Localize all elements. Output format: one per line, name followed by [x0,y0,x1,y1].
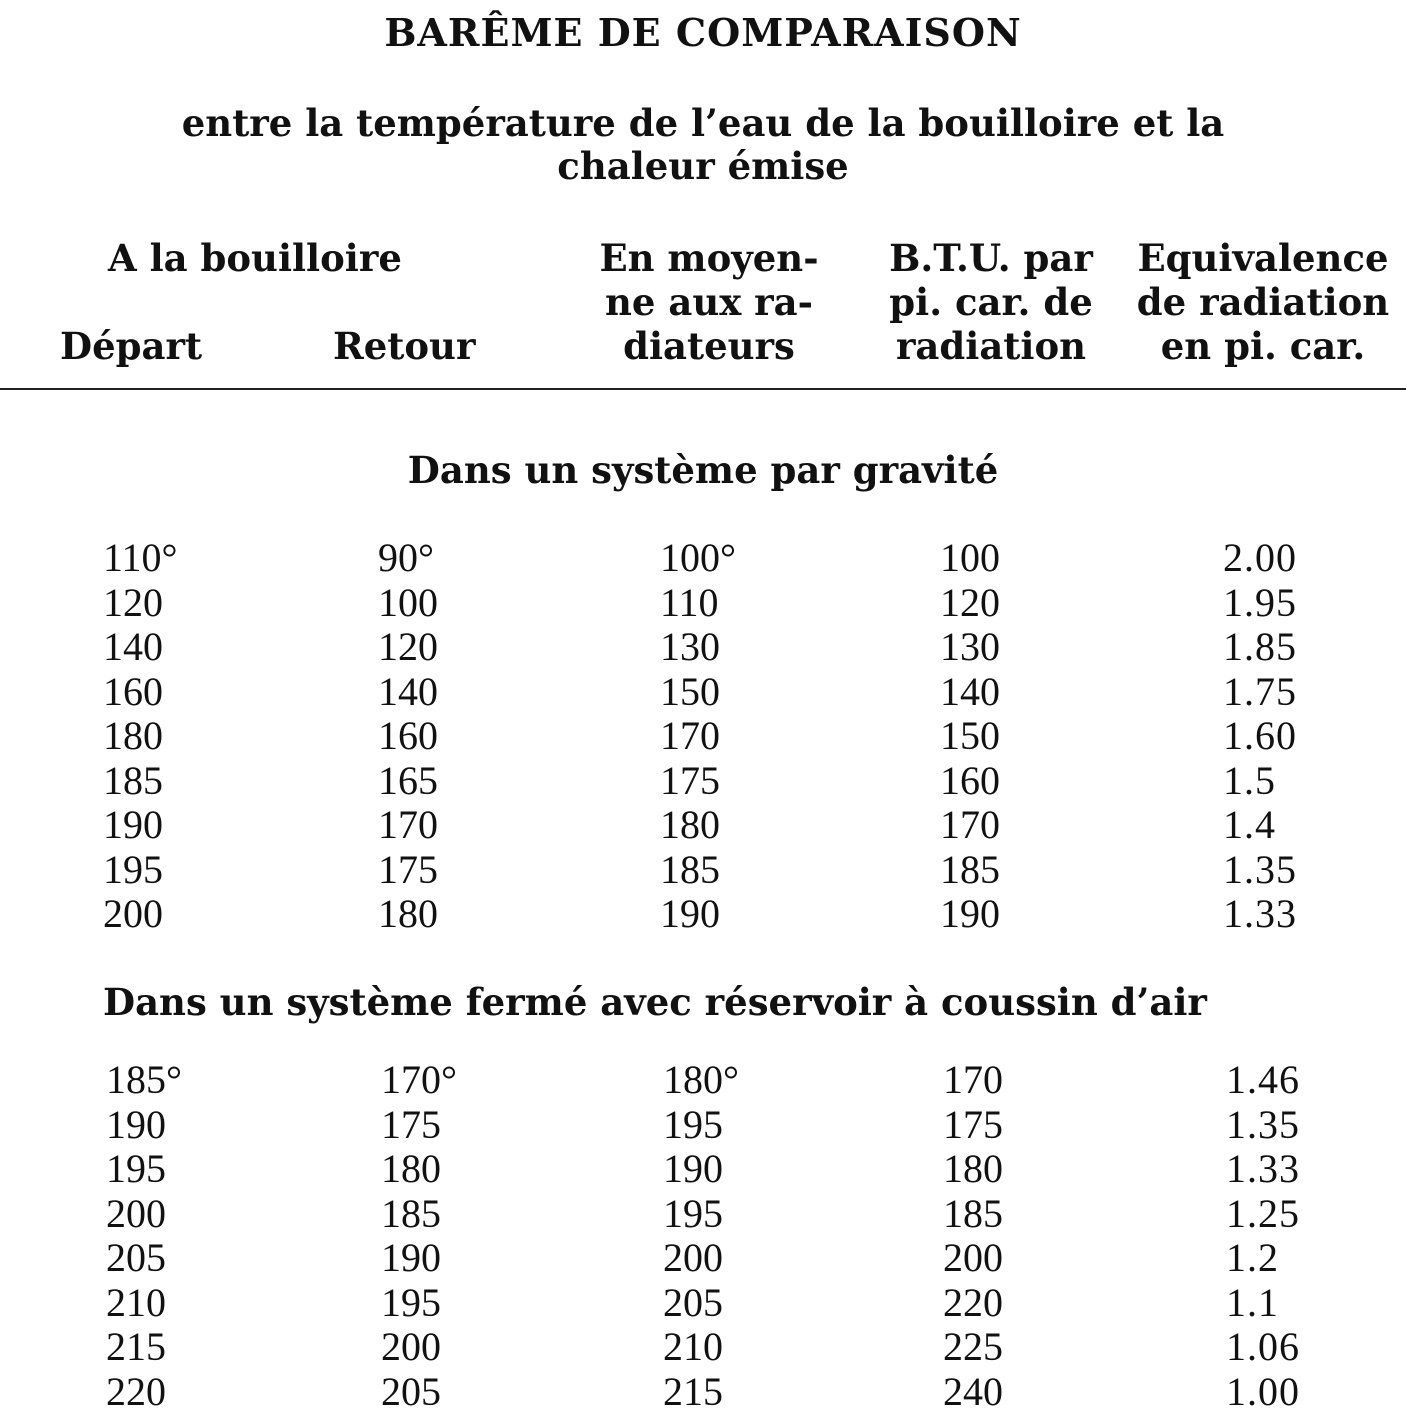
table-cell: 1.85 [1223,624,1297,669]
table-cell: 185 [943,1190,1003,1236]
table-row [103,625,1353,670]
header-btu [860,236,1122,368]
table-cell: 160 [103,668,163,714]
table-cell: 205 [381,1368,441,1414]
table-cell: 1.46 [1226,1057,1300,1102]
table-cell: 120 [103,579,163,625]
table-cell: 180 [943,1146,1003,1191]
table-cell: 215 [106,1324,166,1369]
table-cell: 90° [378,535,434,580]
table-cell: 225 [943,1324,1003,1369]
table-cell: 1.95 [1223,579,1297,625]
table-cell: 190 [663,1146,723,1191]
table-cell: 150 [940,713,1000,758]
table-cell: 195 [103,846,163,892]
page-title: BARÊME DE COMPARAISON [384,10,1022,55]
table-cell: 190 [381,1235,441,1280]
subtitle-line-1: entre la température de l’eau de la bouilloire et la [181,101,1225,145]
table-cell: 190 [106,1101,166,1147]
table-cell: 150 [660,668,720,714]
header-moyenne [578,236,840,368]
table-cell: 1.2 [1226,1235,1279,1280]
table-row [103,892,1353,937]
table-cell: 1.00 [1226,1368,1300,1414]
table-cell: 195 [106,1146,166,1191]
table-cell: 140 [378,668,438,714]
page-subtitle [0,102,1406,188]
table-cell: 1.5 [1223,757,1276,803]
table-cell: 240 [943,1368,1003,1414]
table-row [103,759,1353,804]
table-cell: 220 [943,1279,1003,1325]
table-row [103,714,1353,759]
table-cell: 2.00 [1223,535,1297,580]
table-row [106,1192,1356,1237]
table-cell: 185 [660,846,720,892]
table-row [106,1058,1356,1103]
table-row [103,848,1353,893]
header-divider [0,388,1406,390]
table-cell: 180 [660,802,720,847]
table-cell: 130 [660,624,720,669]
table-cell: 185 [103,757,163,803]
table-cell: 220 [106,1368,166,1414]
table-cell: 1.25 [1226,1190,1300,1236]
table-cell: 205 [663,1279,723,1325]
header-equivalence-line-2: de radiation [1136,280,1390,324]
table-cell: 170 [940,802,1000,847]
table-cell: 180° [663,1057,739,1102]
header-depart: Départ [60,324,203,368]
table-cell: 1.33 [1226,1146,1300,1191]
table-cell: 170 [378,802,438,847]
header-boiler-group: A la bouilloire [108,236,402,280]
table-cell: 175 [660,757,720,803]
table-cell: 175 [378,846,438,892]
table-cell: 1.75 [1223,668,1297,714]
table-cell: 120 [378,624,438,669]
table-cell: 1.35 [1223,846,1297,892]
header-equivalence-line-3: en pi. car. [1160,324,1366,368]
table-cell: 190 [103,802,163,847]
table-cell: 100 [940,535,1000,580]
table-cell: 200 [943,1235,1003,1280]
table-cell: 100° [660,535,736,580]
table-cell: 195 [663,1101,723,1147]
table-cell: 1.35 [1226,1101,1300,1147]
table-cell: 180 [378,891,438,936]
table-cell: 110 [660,579,719,625]
table-cell: 195 [381,1279,441,1325]
table-cell: 175 [381,1101,441,1147]
table-cell: 200 [106,1190,166,1236]
table-cell: 190 [940,891,1000,936]
table-cell: 210 [663,1324,723,1369]
header-moyenne-line-2: ne aux ra- [605,280,813,324]
table-cell: 200 [103,891,163,936]
table-row [106,1325,1356,1370]
table-cell: 130 [940,624,1000,669]
table-row [106,1103,1356,1148]
table-cell: 185° [106,1057,182,1102]
table-cell: 210 [106,1279,166,1325]
table-cell: 185 [381,1190,441,1236]
table-cell: 1.33 [1223,891,1297,936]
table-cell: 1.60 [1223,713,1297,758]
table-cell: 160 [940,757,1000,803]
table-cell: 195 [663,1190,723,1236]
gravity-table [103,536,1353,937]
table-cell: 120 [940,579,1000,625]
table-row [106,1281,1356,1326]
closed-system-table [106,1058,1356,1414]
table-cell: 180 [103,713,163,758]
table-cell: 170 [660,713,720,758]
table-cell: 165 [378,757,438,803]
table-cell: 1.06 [1226,1324,1300,1369]
table-cell: 205 [106,1235,166,1280]
table-cell: 185 [940,846,1000,892]
table-cell: 100 [378,579,438,625]
table-cell: 215 [663,1368,723,1414]
table-row [106,1236,1356,1281]
table-row [106,1370,1356,1415]
table-row [103,581,1353,626]
table-cell: 1.1 [1226,1279,1279,1325]
table-cell: 200 [381,1324,441,1369]
table-cell: 190 [660,891,720,936]
header-moyenne-line-3: diateurs [623,324,795,368]
table-cell: 200 [663,1235,723,1280]
header-equivalence [1120,236,1406,368]
section-title-closed-system: Dans un système fermé avec réservoir à coussin d’air [103,980,1207,1024]
table-cell: 140 [940,668,1000,714]
header-equivalence-line-1: Equivalence [1137,236,1389,280]
header-retour: Retour [333,324,476,368]
table-cell: 170° [381,1057,457,1102]
table-cell: 160 [378,713,438,758]
table-cell: 170 [943,1057,1003,1102]
header-btu-line-1: B.T.U. par [889,236,1093,280]
table-cell: 140 [103,624,163,669]
table-cell: 1.4 [1223,802,1276,847]
table-row [103,670,1353,715]
section-title-gravity: Dans un système par gravité [407,448,999,492]
table-cell: 110° [103,535,178,580]
header-moyenne-line-1: En moyen- [599,236,819,280]
table-cell: 175 [943,1101,1003,1147]
header-btu-line-2: pi. car. de [889,280,1093,324]
table-row [103,536,1353,581]
table-row [106,1147,1356,1192]
table-row [103,803,1353,848]
header-btu-line-3: radiation [895,324,1087,368]
subtitle-line-2: chaleur émise [557,144,849,188]
table-cell: 180 [381,1146,441,1191]
